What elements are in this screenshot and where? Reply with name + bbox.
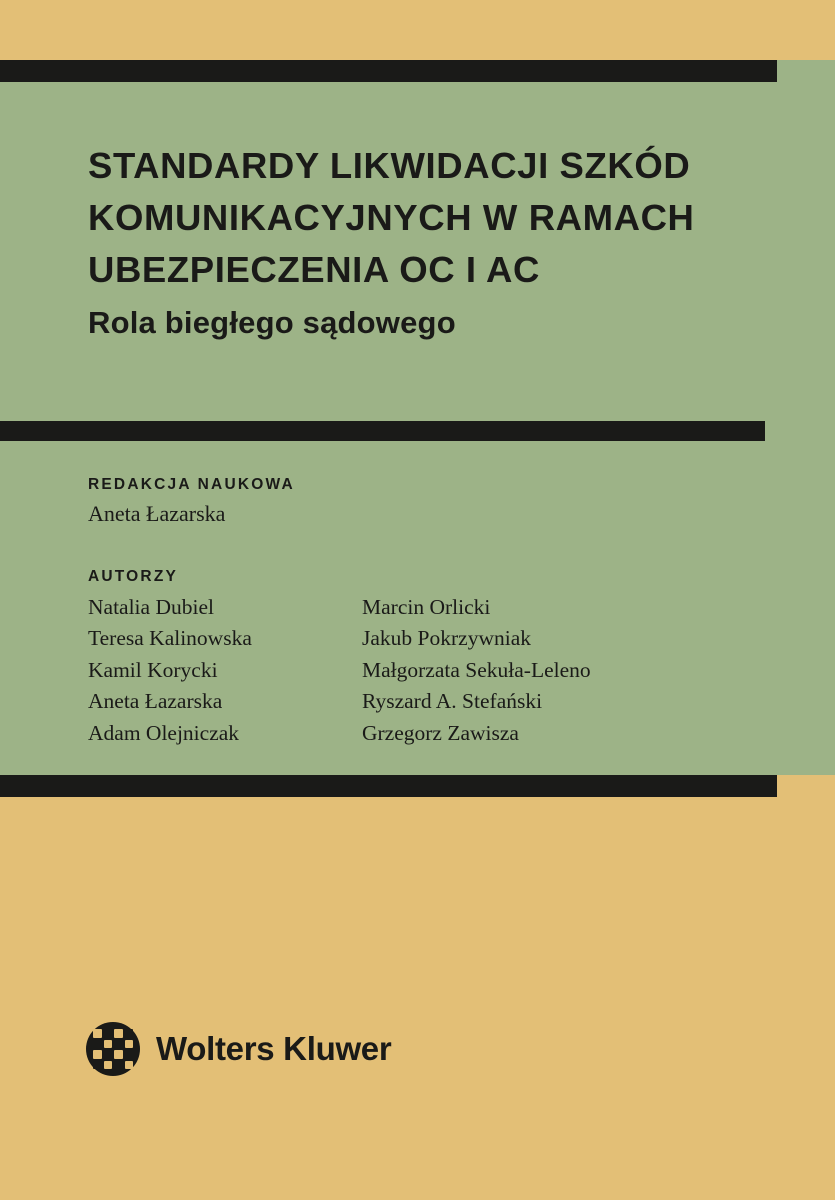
book-title-line-1: STANDARDY LIKWIDACJI SZKÓD — [88, 145, 691, 186]
book-title-line-2: KOMUNIKACYJNYCH W RAMACH — [88, 196, 695, 238]
authors-label: AUTORZY — [88, 567, 179, 585]
authors-column-right — [362, 592, 591, 750]
decorative-bar-bottom — [0, 775, 835, 797]
authors-columns — [88, 592, 768, 750]
author-name: Grzegorz Zawisza — [362, 720, 519, 745]
author-name: Teresa Kalinowska — [88, 626, 252, 651]
publisher-name: Wolters Kluwer — [156, 1030, 392, 1067]
author-name: Natalia Dubiel — [88, 594, 214, 619]
wolters-kluwer-logo-icon — [86, 1022, 140, 1076]
publisher-block — [86, 1022, 391, 1076]
book-subtitle: Rola biegłego sądowego — [88, 305, 456, 341]
editor-label: REDAKCJA NAUKOWA — [88, 476, 295, 493]
decorative-bar-middle — [0, 421, 835, 441]
title-block — [88, 140, 748, 341]
author-name: Adam Olejniczak — [88, 720, 240, 745]
credits-block — [88, 476, 768, 749]
author-name: Małgorzata Sekuła-Leleno — [362, 657, 591, 682]
author-name: Ryszard A. Stefański — [362, 689, 543, 714]
author-name: Kamil Korycki — [88, 657, 218, 682]
author-name: Marcin Orlicki — [362, 594, 491, 619]
book-title-line-3: UBEZPIECZENIA OC I AC — [88, 248, 540, 290]
author-name: Jakub Pokrzywniak — [362, 626, 531, 651]
decorative-bar-top — [0, 60, 835, 82]
author-name: Aneta Łazarska — [88, 689, 223, 714]
editor-name: Aneta Łazarska — [88, 501, 226, 526]
authors-column-left — [88, 592, 362, 750]
